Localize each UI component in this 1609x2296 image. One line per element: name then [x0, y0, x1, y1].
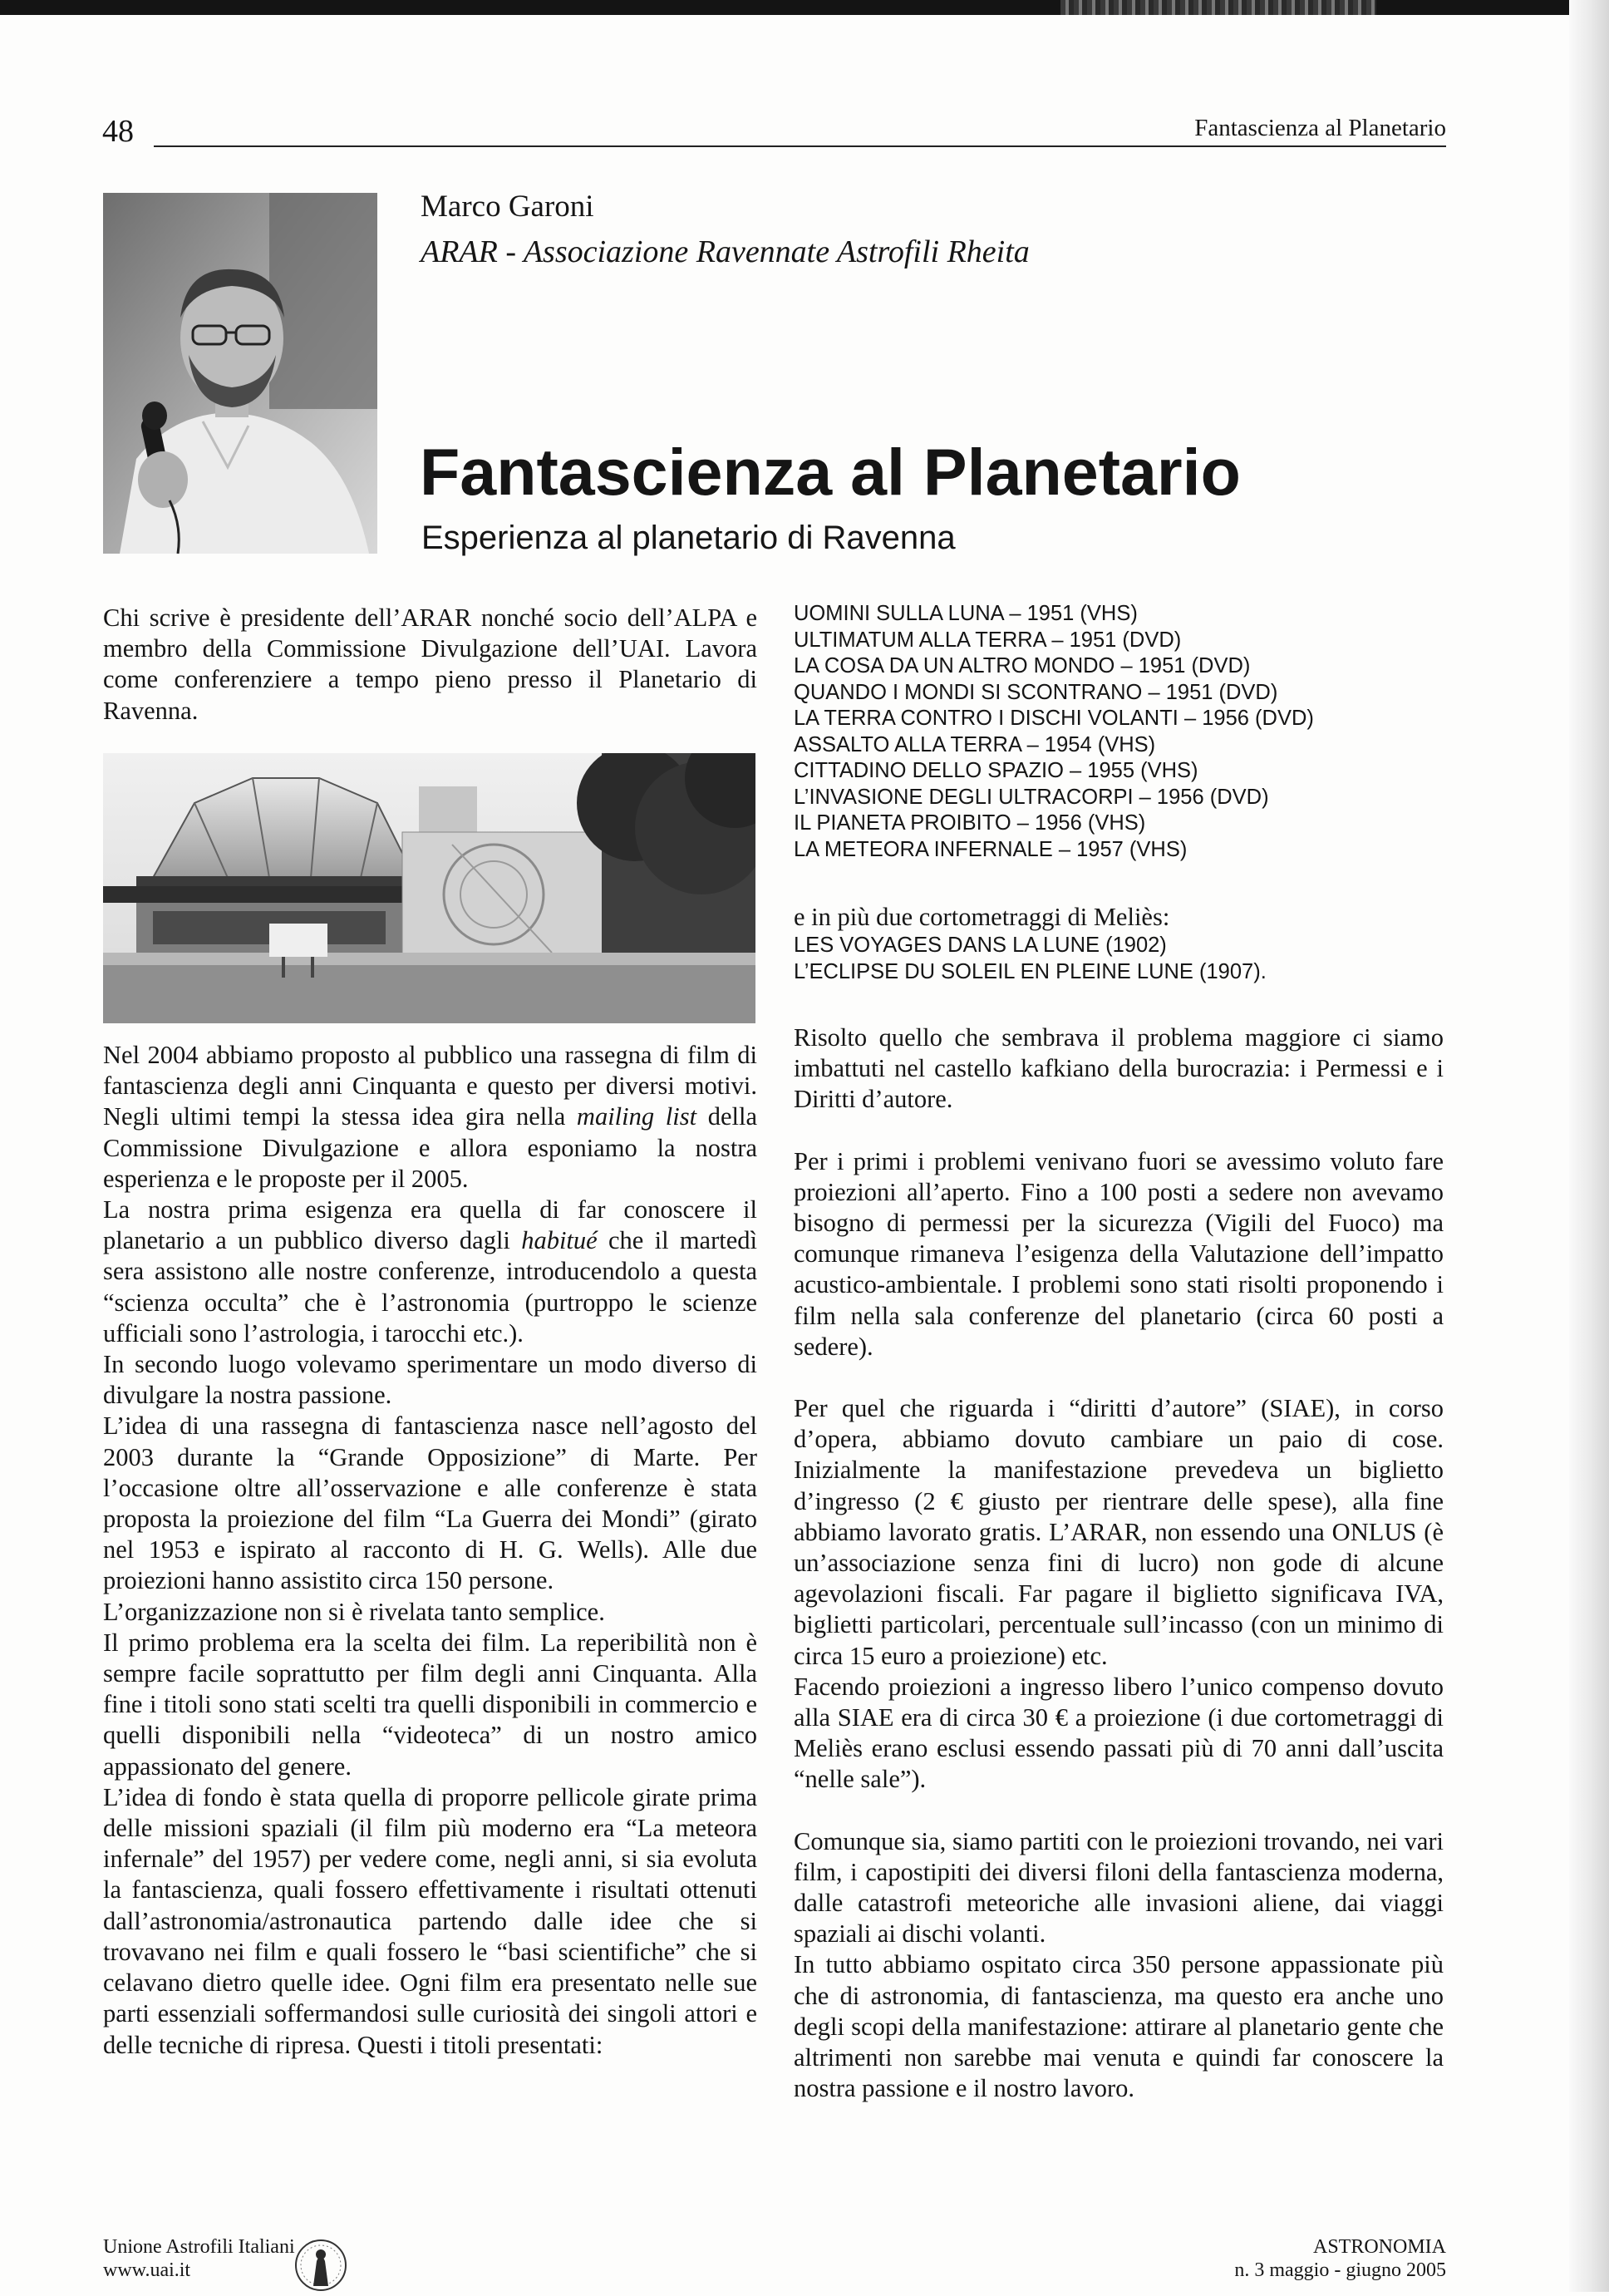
intro-text: Chi scrive è presidente dell’ARAR nonché socio dell’ALPA e membro della Commissione Divulgazione dell’UAI. Lavora come conferenziere a tempo pieno presso il Planetario di Ravenna. — [103, 604, 757, 725]
uai-logo-icon — [287, 2228, 355, 2292]
film-list-item: CITTADINO DELLO SPAZIO – 1955 (VHS) — [794, 759, 1198, 782]
scan-page-edge — [1569, 0, 1609, 2292]
film-list-item: QUANDO I MONDI SI SCONTRANO – 1951 (DVD) — [794, 680, 1278, 704]
film-list-item: UOMINI SULLA LUNA – 1951 (VHS) — [794, 602, 1138, 625]
film-list-item: ULTIMATUM ALLA TERRA – 1951 (DVD) — [794, 628, 1182, 652]
short-film-item: LES VOYAGES DANS LA LUNE (1902) — [794, 934, 1167, 957]
film-list-item: L’INVASIONE DEGLI ULTRACORPI – 1956 (DVD) — [794, 785, 1269, 809]
page-number: 48 — [102, 114, 134, 149]
scan-top-edge — [0, 0, 1609, 15]
paragraph: L’organizzazione non si è rivelata tanto semplice. — [103, 1597, 605, 1626]
left-column-body — [103, 1040, 757, 2061]
paragraph: Il primo problema era la scelta dei film. La reperibilità non è sempre facile soprattutto per film degli anni Cinquanta. Alla fine i titoli sono stati scelti tra quelli disponibili in commercio e quelli disponibili nella “videoteca” di un nostro amico appassionato del genere. — [103, 1628, 757, 1781]
paragraph: In tutto abbiamo ospitato circa 350 persone appassionate più che di astronomia, di fantascienza, ma questo era anche uno degli scopi della manifestazione: attirare al planetario gente che altrimenti non sarebbe mai venuta e quindi far conoscere la nostra passione e il nostro lavoro. — [794, 1950, 1444, 2103]
film-list-item: IL PIANETA PROIBITO – 1956 (VHS) — [794, 811, 1146, 835]
paragraph: Nel 2004 abbiamo proposto al pubblico una rassegna di film di fantascienza degli anni Cinquanta e questo per diversi motivi. Negli ultimi tempi la stessa idea gira nella mailing list della Commissione Divulgazione e allora esponiamo la nostra esperienza e le proposte per il 2005. — [103, 1041, 757, 1193]
author-organization: ARAR - Associazione Ravennate Astrofili Rheita — [421, 234, 1030, 269]
article-subtitle: Esperienza al planetario di Ravenna — [421, 520, 956, 556]
footer-url: www.uai.it — [103, 2259, 191, 2281]
header-rule — [154, 145, 1446, 147]
film-list-item: LA TERRA CONTRO I DISCHI VOLANTI – 1956 (DVD) — [794, 707, 1314, 730]
footer-publisher — [103, 2235, 295, 2282]
intro-paragraph — [103, 603, 757, 727]
film-list-item: ASSALTO ALLA TERRA – 1954 (VHS) — [794, 732, 1156, 756]
shorts-list — [794, 933, 1267, 985]
paragraph: Facendo proiezioni a ingresso libero l’unico compenso dovuto alla SIAE era di circa 30 € a proiezione (i due cortometraggi di Meliès erano esclusi essendo passati più di 70 anni dall’uscita “nelle sale”). — [794, 1672, 1444, 1794]
magazine-name: ASTRONOMIA — [1312, 2236, 1446, 2258]
shorts-intro: e in più due cortometraggi di Meliès: — [794, 903, 1170, 931]
short-film-item: L’ECLIPSE DU SOLEIL EN PLEINE LUNE (1907). — [794, 959, 1267, 983]
paragraph: L’idea di una rassegna di fantascienza nasce nell’agosto del 2003 durante la “Grande Opposizione” di Marte. Per l’occasione oltre all’osservazione e alle conferenze è stata proposta la proiezione del film “La Guerra dei Mondi” (girato nel 1953 e ispirato al racconto di H. G. Wells). Alle due proiezioni hanno assistito circa 150 persone. — [103, 1412, 757, 1595]
running-title: Fantascienza al Planetario — [1183, 113, 1446, 143]
paragraph: Risolto quello che sembrava il problema maggiore ci siamo imbattuti nel castello kafkiano della burocrazia: i Permessi e i Diritti d’autore. — [794, 1023, 1444, 1114]
right-column-body — [794, 1022, 1444, 2105]
page-header — [102, 113, 1446, 150]
film-list — [794, 601, 1314, 863]
paragraph: In secondo luogo volevamo sperimentare un modo diverso di divulgare la nostra passione. — [103, 1350, 757, 1410]
paragraph: Comunque sia, siamo partiti con le proiezioni trovando, nei vari film, i capostipiti dei diversi filoni della fantascienza moderna, dalle catastrofi meteoriche alle invasioni aliene, dai viaggi spaziali ai dischi volanti. — [794, 1826, 1444, 1949]
paragraph: Per quel che riguarda i “diritti d’autore” (SIAE), in corso d’opera, abbiamo dovuto cambiare un paio di cose. Inizialmente la manifestazione prevedeva un biglietto d’ingresso (2 € giusto per rientrare delle spese), alla fine abbiamo lavorato gratis. L’ARAR, non essendo una ONLUS (è un’associazione senza fini di lucro) non gode di alcune agevolazioni fiscali. Far pagare il biglietto significava IVA, biglietti particolari, percentuale sull’incasso (con un minimo di circa 15 euro a proiezione) etc. — [794, 1394, 1444, 1670]
film-list-item: LA METEORA INFERNALE – 1957 (VHS) — [794, 837, 1188, 861]
paragraph: La nostra prima esigenza era quella di far conoscere il planetario a un pubblico diverso dagli habitué che il martedì sera assistono alle nostre conferenze, introducendolo a questa “scienza occulta” che è l’astronomia (purtroppo le scienze ufficiali sono l’astrologia, i tarocchi etc.). — [103, 1195, 757, 1348]
film-list-item: LA COSA DA UN ALTRO MONDO – 1951 (DVD) — [794, 654, 1251, 677]
author-name: Marco Garoni — [421, 190, 594, 224]
footer-magazine — [1234, 2235, 1446, 2282]
footer-org: Unione Astrofili Italiani — [103, 2236, 295, 2258]
paragraph: Per i primi i problemi venivano fuori se avessimo voluto fare proiezioni all’aperto. Fino a 100 posti a sedere non avevamo bisogno di permessi per la sicurezza (Vigili del Fuoco) ma comunque rimaneva l’esigenza della Valutazione dell’impatto acustico-ambientale. I problemi sono stati risolti proponendo i film nella sala conferenze del planetario (circa 60 posti a sedere). — [794, 1146, 1444, 1361]
paragraph: L’idea di fondo è stata quella di proporre pellicole girate prima delle missioni spaziali (il film più moderno era “La meteora infernale” del 1957) per vedere come, negli anni, si sia evoluta la fantascienza, quali fossero effettivamente i risultati ottenuti dall’astronomia/astronautica partendo dalle idee che si trovavano nei film e quali fossero le “basi scientifiche” che si celavano dietro quelle idee. Ogni film era presentato nelle sue parti essenziali soffermandosi sulle curiosità dei singoli attori e delle tecniche di ripresa. Questi i titoli presentati: — [103, 1782, 757, 2059]
article-title: Fantascienza al Planetario — [420, 435, 1241, 509]
planetarium-photo — [103, 753, 755, 1023]
author-photo — [103, 193, 377, 554]
magazine-issue: n. 3 maggio - giugno 2005 — [1234, 2259, 1446, 2281]
